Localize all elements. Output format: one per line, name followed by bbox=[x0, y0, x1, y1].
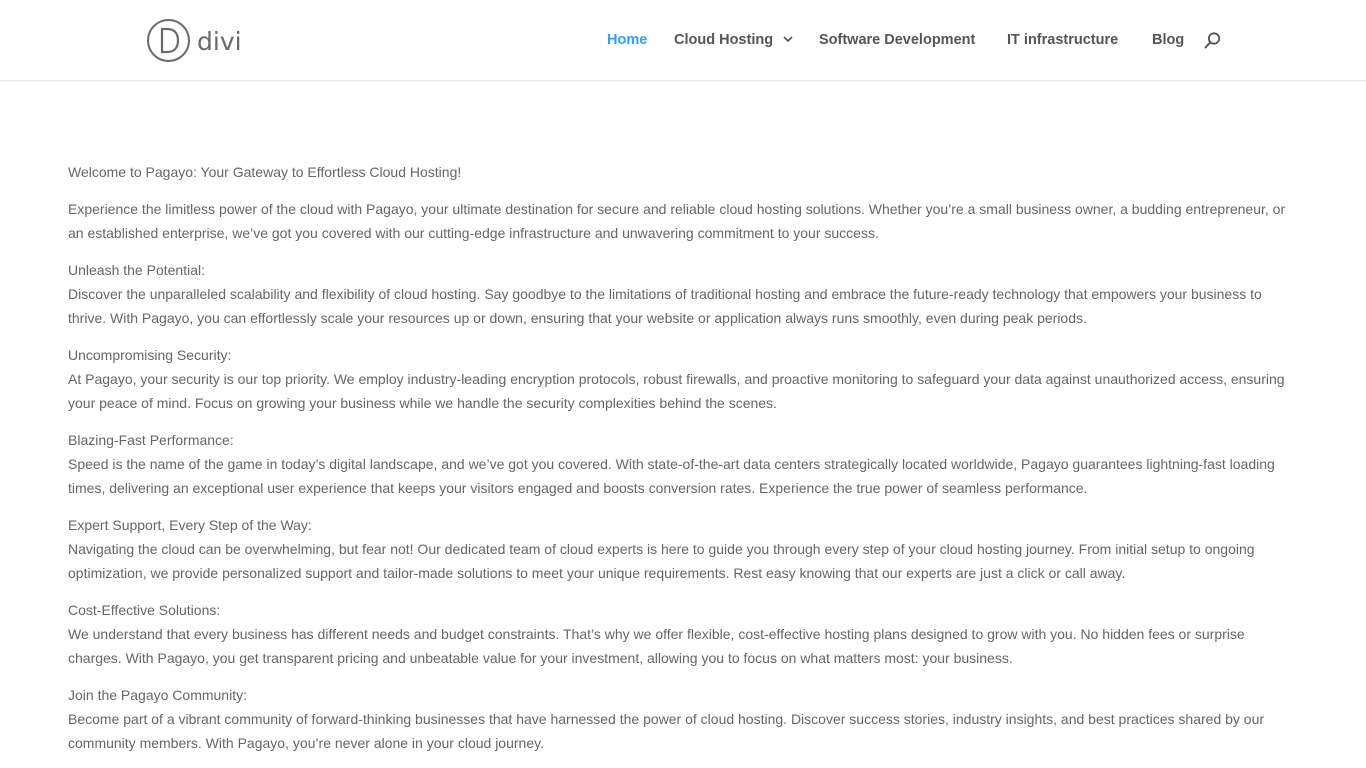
section-body: Discover the unparalleled scalability and flexibility of cloud hosting. Say goodbye to the limitations of traditional hosting and embrace the future-ready technology that empowers your business to thrive. With Pagayo, you can effortlessly scale your resources up or down, ensuring that your website or application always runs smoothly, even during peak periods. bbox=[68, 286, 1262, 326]
top-navigation bbox=[0, 0, 1366, 80]
section-title: Uncompromising Security: bbox=[68, 347, 232, 363]
nav-blog[interactable] bbox=[1152, 30, 1184, 50]
section-security bbox=[68, 343, 1298, 415]
nav-blog-label: Blog bbox=[1152, 32, 1185, 48]
nav-cloud-hosting[interactable] bbox=[674, 30, 793, 50]
nav-software-development-label: Software Development bbox=[819, 32, 976, 48]
section-support bbox=[68, 513, 1298, 585]
logo-text: divi bbox=[197, 27, 242, 56]
section-body: Become part of a vibrant community of forward-thinking businesses that have harnessed the power of cloud hosting. Discover success stories, industry insights, and best practices shared by our community members. With Pagayo, you’re never alone in your cloud journey. bbox=[68, 711, 1265, 751]
section-title: Blazing-Fast Performance: bbox=[68, 432, 234, 448]
section-body: At Pagayo, your security is our top priority. We employ industry-leading encryption protocols, robust firewalls, and proactive monitoring to safeguard your data against unauthorized access, ensuring your peace of mind. Focus on growing your business while we handle the security complexities behind the scenes. bbox=[68, 371, 1285, 411]
section-body: Navigating the cloud can be overwhelming, but fear not! Our dedicated team of cloud experts is here to guide you through every step of your cloud hosting journey. From initial setup to ongoing optimization, we provide personalized support and tailor-made solutions to meet your unique requirements. Rest easy knowing that our experts are just a click or call away. bbox=[68, 541, 1255, 581]
page-content bbox=[68, 160, 1298, 768]
section-title: Join the Pagayo Community: bbox=[68, 687, 247, 703]
nav-home[interactable] bbox=[607, 30, 647, 50]
welcome-text: Welcome to Pagayo: Your Gateway to Effortless Cloud Hosting! bbox=[68, 164, 462, 180]
nav-it-infrastructure-label: IT infrastructure bbox=[1007, 32, 1119, 48]
nav-home-label: Home bbox=[607, 32, 648, 48]
section-body: Speed is the name of the game in today’s digital landscape, and we’ve got you covered. With state-of-the-art data centers strategically located worldwide, Pagayo guarantees lightning-fast loading times, delivering an exceptional user experience that keeps your visitors engaged and boosts conversion rates. Experience the true power of seamless performance. bbox=[68, 456, 1275, 496]
section-performance bbox=[68, 428, 1298, 500]
section-title: Unleash the Potential: bbox=[68, 262, 205, 278]
section-community bbox=[68, 683, 1298, 755]
section-title: Cost-Effective Solutions: bbox=[68, 602, 221, 618]
section-title: Expert Support, Every Step of the Way: bbox=[68, 517, 312, 533]
search-icon bbox=[1203, 31, 1223, 51]
main-header bbox=[0, 0, 1366, 81]
chevron-down-icon bbox=[783, 36, 793, 43]
search-button[interactable] bbox=[1203, 31, 1223, 51]
intro-paragraph: Experience the limitless power of the cloud with Pagayo, your ultimate destination for secure and reliable cloud hosting solutions. Whether you’re a small business owner, a budding entrepreneur, or an established enterprise, we’ve got you covered with our cutting-edge infrastructure and unwavering commitment to your success. bbox=[68, 201, 1286, 241]
section-unleash bbox=[68, 258, 1298, 330]
section-body: We understand that every business has different needs and budget constraints. That’s why we offer flexible, cost-effective hosting plans designed to grow with you. No hidden fees or surprise charges. With Pagayo, you get transparent pricing and unbeatable value for your investment, allowing you to focus on what matters most: your business. bbox=[68, 626, 1245, 666]
section-cost bbox=[68, 598, 1298, 670]
nav-software-development[interactable] bbox=[819, 30, 975, 50]
nav-cloud-hosting-label: Cloud Hosting bbox=[674, 32, 774, 48]
nav-it-infrastructure[interactable] bbox=[1007, 30, 1118, 50]
